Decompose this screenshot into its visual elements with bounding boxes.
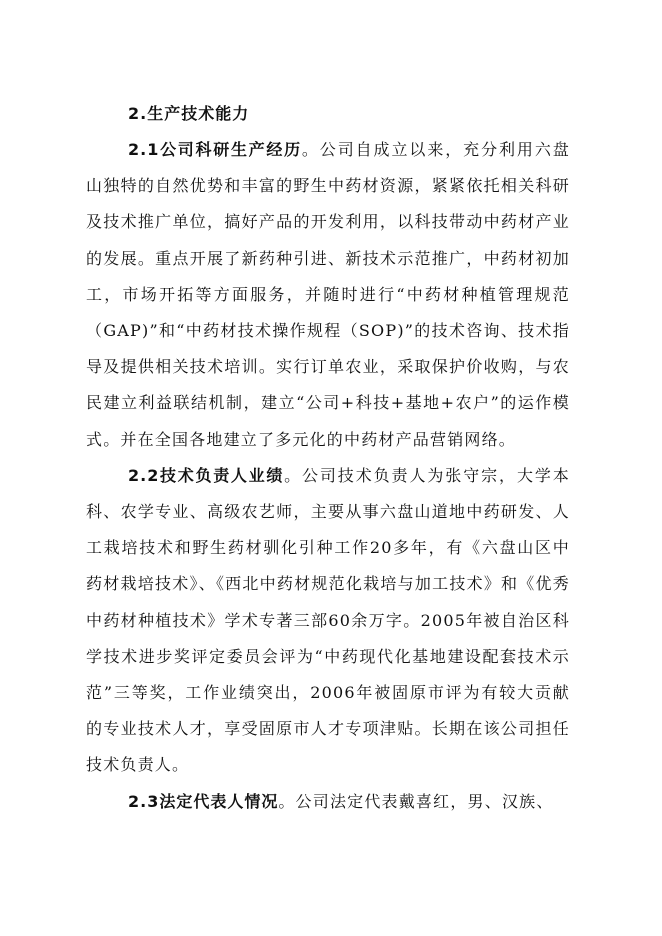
paragraph-text: 。公司技术负责人为张守宗，大学本科、农学专业、高级农艺师，主要从事六盘山道地中药研发、人工栽培技术和野生药材驯化引种工作20多年，有《六盘山区中药材栽培技术》、《西北中药材规范化栽培与加工技术》和《优秀中药材种植技术》学术专著三部60余万字。2005年被自治区科学技术进步奖评定委员会评为“中药现代化基地建设配套技术示范”三等奖，工作业绩突出，2006年被固原市评为有较大贡献的专业技术人才，享受固原市人才专项津贴。长期在该公司担任技术负责人。 xyxy=(86,465,570,775)
paragraph-research-history xyxy=(86,132,570,458)
section-heading: 2.生产技术能力 xyxy=(128,104,250,123)
paragraph-lead: 2.1公司科研生产经历 xyxy=(128,140,302,159)
document-body xyxy=(86,96,570,820)
paragraph-technical-lead xyxy=(86,458,570,784)
paragraph-lead: 2.3法定代表人情况 xyxy=(128,791,279,811)
paragraph-legal-representative xyxy=(86,784,570,820)
paragraph-text: 。公司法定代表戴喜红，男、汉族、 xyxy=(278,791,554,811)
paragraph-lead: 2.2技术负责人业绩 xyxy=(128,465,285,485)
paragraph-text: 。公司自成立以来，充分利用六盘山独特的自然优势和丰富的野生中药材资源，紧紧依托相关科研及技术推广单位，搞好产品的开发利用，以科技带动中药材产业的发展。重点开展了新药种引进、新技术示范推广，中药材初加工，市场开拓等方面服务，并随时进行“中药材种植管理规范（GAP)”和“中药材技术操作规程（SOP)”的技术咨询、技术指导及提供相关技术培训。实行订单农业，采取保护价收购，与农民建立利益联结机制，建立“公司+科技+基地+农户”的运作模式。并在全国各地建立了多元化的中药材产品营销网络。 xyxy=(86,140,570,449)
